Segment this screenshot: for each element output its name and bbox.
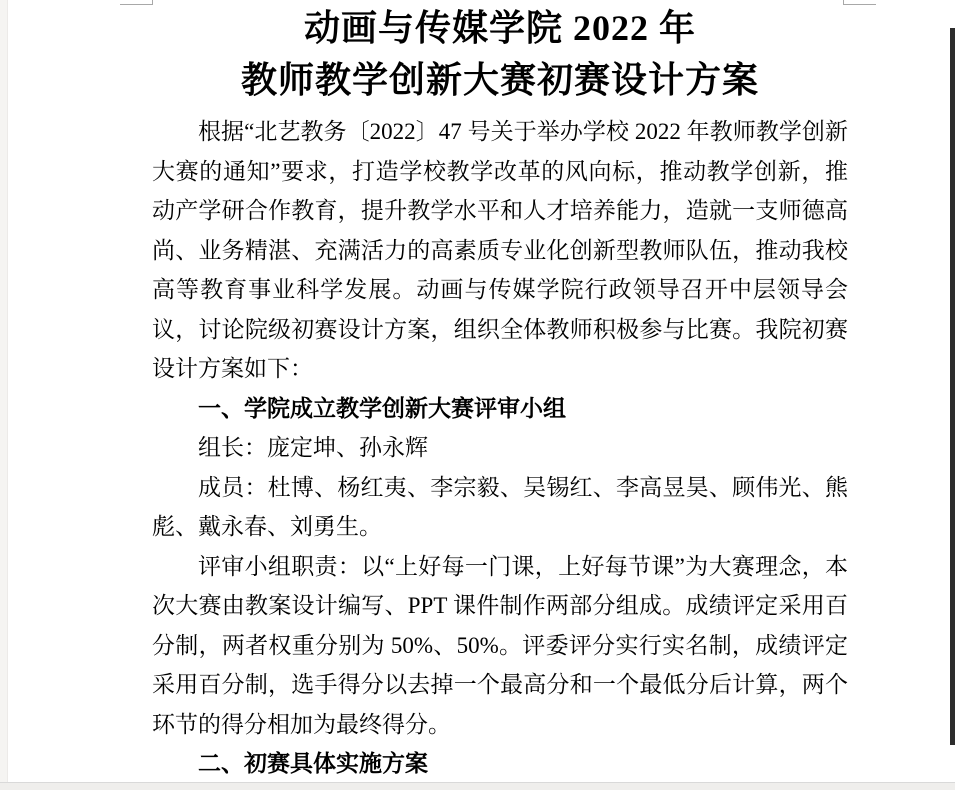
paragraph-members[interactable]: 成员：杜博、杨红夷、李宗毅、吴锡红、李高昱昊、顾伟光、熊彪、戴永春、刘勇生。 xyxy=(152,474,848,539)
section-heading-2[interactable]: 二、初赛具体实施方案 xyxy=(198,750,428,776)
document-page[interactable] xyxy=(152,2,848,784)
document-title-line1[interactable]: 动画与传媒学院 2022 年 xyxy=(303,8,696,48)
document-title-line2[interactable]: 教师教学创新大赛初赛设计方案 xyxy=(240,60,759,100)
window-right-edge-bar xyxy=(950,28,955,745)
paragraph-group-leader[interactable]: 组长：庞定坤、孙永辉 xyxy=(198,435,428,460)
section-heading-1[interactable]: 一、学院成立教学创新大赛评审小组 xyxy=(198,394,566,421)
window-left-edge xyxy=(0,0,8,789)
paragraph-intro[interactable]: 根据“北艺教务〔2022〕47 号关于举办学校 2022 年教师教学创新大赛的通知”要求，打造学校教学改革的风向标，推动教学创新，推动产学研合作教育，提升教学水平和人才培养能力，造就一支师德高尚、业务精湛、充满活力的高素质专业化创新型教师队伍，推动我校高等教育事业科学发展。动画与传媒学院行政领导召开中层领导会议，讨论院级初赛设计方案，组织全体教师积极参与比赛。我院初赛设计方案如下： xyxy=(152,119,848,381)
paragraph-judging-duties[interactable]: 评审小组职责：以“上好每一门课，上好每节课”为大赛理念，本次大赛由教案设计编写、PPT 课件制作两部分组成。成绩评定采用百分制，两者权重分别为 50%、50%。评委评分实行实名制，成绩评定采用百分制，选手得分以去掉一个最高分和一个最低分后计算，两个环节的得分相加为最终得分。 xyxy=(152,553,848,737)
text-boundary-mark-top-left xyxy=(120,0,153,5)
